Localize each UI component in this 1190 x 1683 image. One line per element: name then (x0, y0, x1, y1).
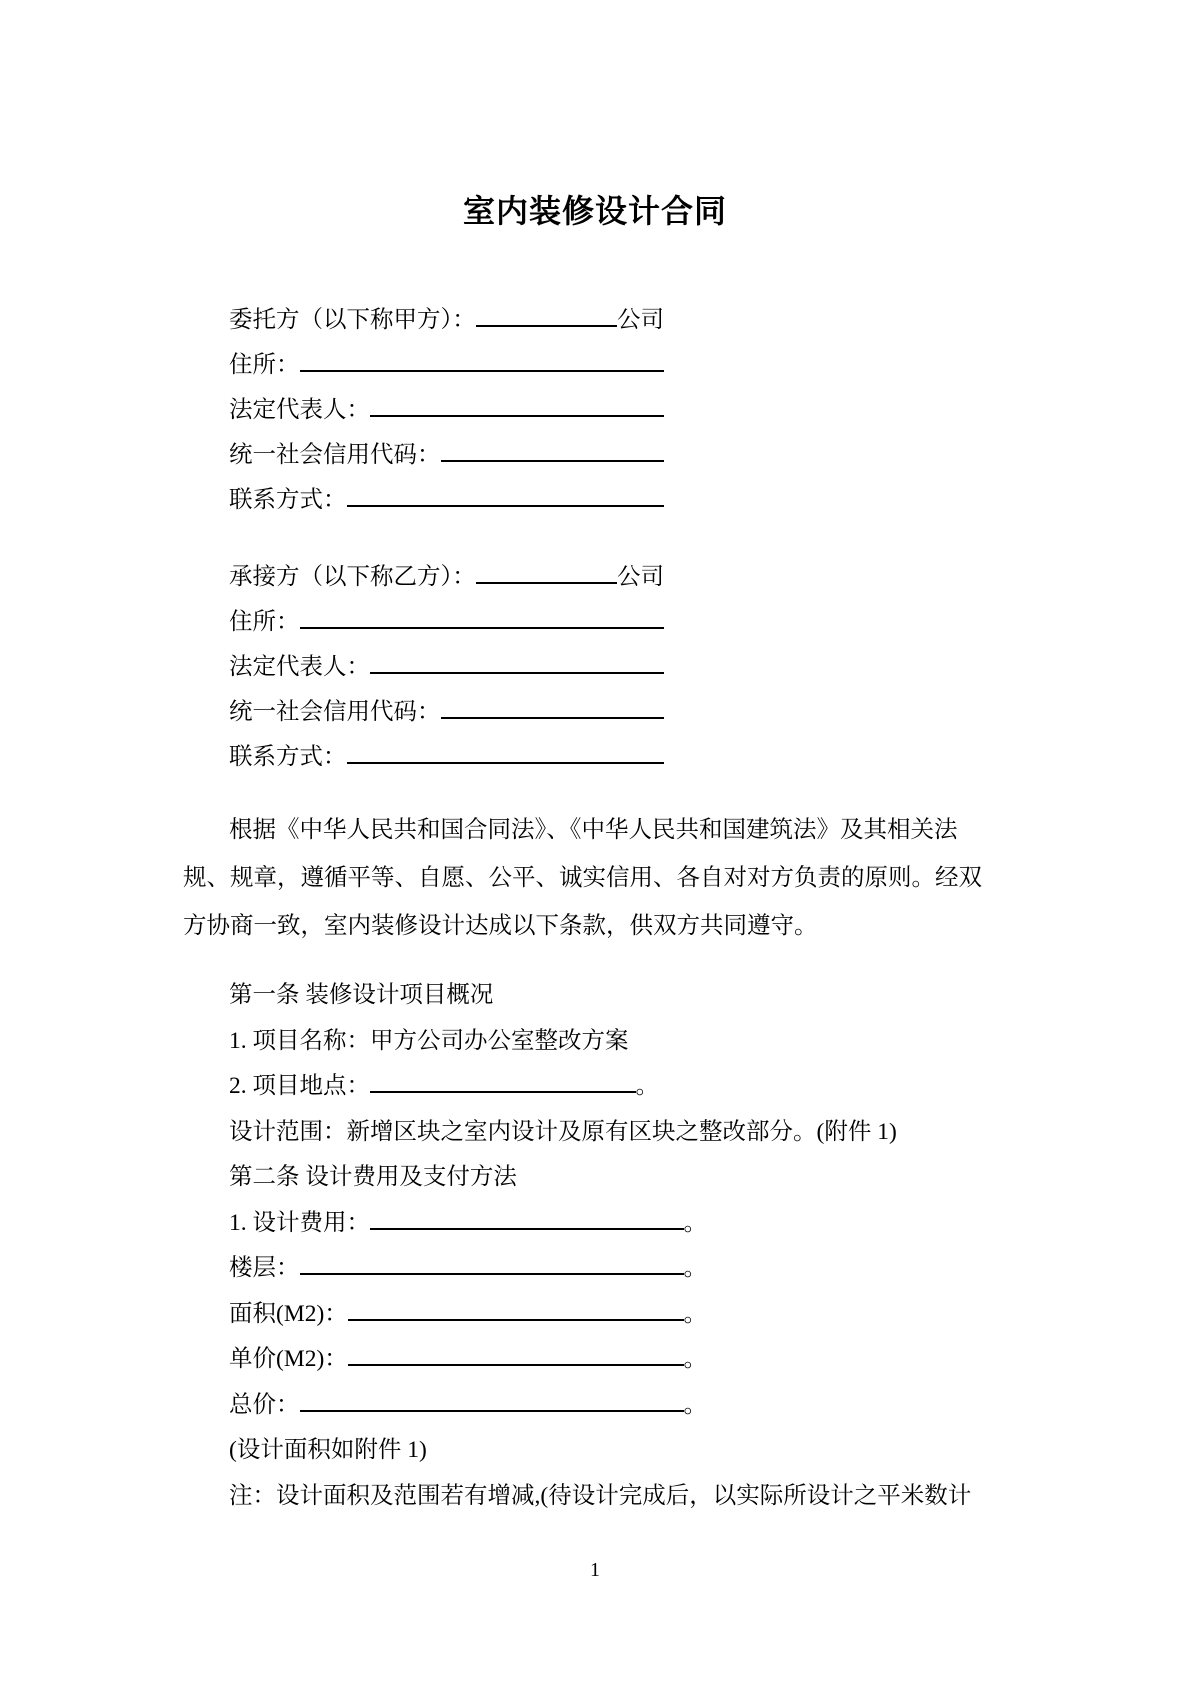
party-b-section (183, 555, 1007, 780)
floor-blank-field (300, 1273, 684, 1275)
clause-2-heading: 第二条 设计费用及支付方法 (229, 1164, 517, 1190)
party-a-credit-code-blank-field (441, 460, 665, 462)
party-a-address-line (229, 343, 664, 388)
area-label: 面积(M2)： (229, 1300, 348, 1327)
design-fee-label: 1. 设计费用： (229, 1209, 370, 1236)
project-location-label: 2. 项目地点： (229, 1073, 370, 1099)
total-price-line (229, 1383, 707, 1429)
preamble-line-2: 规、规章，遵循平等、自愿、公平、诚实信用、各自对对方负责的原则。经双 (183, 865, 982, 891)
party-a-legal-rep-label: 法定代表人： (229, 397, 370, 423)
note-line: 注：设计面积及范围若有增减,(待设计完成后，以实际所设计之平米数计 (229, 1482, 972, 1509)
party-a-name-line (229, 298, 664, 343)
party-b-credit-code-line (229, 690, 664, 735)
party-b-name-suffix: 公司 (617, 564, 664, 590)
party-b-contact-line (229, 735, 664, 780)
party-b-contact-blank-field (347, 762, 665, 764)
preamble-paragraph (183, 806, 1007, 950)
party-a-name-label: 委托方（以下称甲方）： (229, 307, 476, 333)
preamble-line-1: 根据《中华人民共和国合同法》、《中华人民共和国建筑法》及其相关法 (229, 817, 958, 843)
clauses-section (183, 973, 1007, 1519)
party-b-legal-rep-line (229, 645, 664, 690)
floor-label: 楼层： (229, 1255, 300, 1281)
party-b-address-line (229, 600, 664, 645)
party-b-name-blank-field (476, 582, 617, 584)
party-a-credit-code-label: 统一社会信用代码： (229, 442, 441, 468)
document-title: 室内装修设计合同 (462, 193, 727, 229)
unit-price-label: 单价(M2)： (229, 1346, 348, 1372)
party-a-address-label: 住所： (229, 352, 300, 378)
party-b-name-line (229, 555, 664, 600)
party-b-credit-code-blank-field (441, 717, 665, 719)
party-a-credit-code-line (229, 433, 664, 478)
party-a-address-blank-field (300, 370, 665, 372)
design-fee-blank-field (370, 1228, 684, 1230)
area-attachment-note: (设计面积如附件 1) (229, 1437, 427, 1463)
area-line (229, 1292, 707, 1338)
project-location-blank-field (370, 1091, 636, 1093)
total-price-period: 。 (683, 1391, 707, 1418)
party-b-contact-label: 联系方式： (229, 744, 347, 770)
floor-line (229, 1246, 707, 1292)
page-number: 1 (590, 1559, 600, 1581)
clause-1-design-scope: 设计范围：新增区块之室内设计及原有区块之整改部分。(附件 1) (229, 1118, 897, 1145)
party-b-address-blank-field (300, 627, 665, 629)
party-a-contact-line (229, 478, 664, 523)
party-a-name-blank-field (476, 325, 617, 327)
clause-1-heading: 第一条 装修设计项目概况 (229, 982, 494, 1008)
clause-1-project-location-line (229, 1064, 659, 1110)
area-blank-field (348, 1319, 684, 1321)
total-price-label: 总价： (229, 1391, 300, 1418)
party-a-contact-label: 联系方式： (229, 487, 347, 513)
party-b-legal-rep-blank-field (370, 672, 664, 674)
party-a-name-suffix: 公司 (617, 307, 664, 333)
party-a-legal-rep-blank-field (370, 415, 664, 417)
floor-period: 。 (683, 1255, 707, 1281)
party-b-address-label: 住所： (229, 609, 300, 635)
design-fee-period: 。 (683, 1209, 707, 1236)
party-b-legal-rep-label: 法定代表人： (229, 654, 370, 680)
party-a-legal-rep-line (229, 388, 664, 433)
party-a-section (183, 298, 1007, 523)
party-b-credit-code-label: 统一社会信用代码： (229, 699, 441, 725)
project-location-period: 。 (635, 1073, 659, 1099)
clause-1-project-name: 1. 项目名称：甲方公司办公室整改方案 (229, 1027, 629, 1054)
total-price-blank-field (300, 1410, 684, 1412)
unit-price-period: 。 (683, 1346, 707, 1372)
party-a-contact-blank-field (347, 505, 665, 507)
party-b-name-label: 承接方（以下称乙方）： (229, 564, 476, 590)
unit-price-blank-field (348, 1364, 684, 1366)
preamble-line-3: 方协商一致，室内装修设计达成以下条款，供双方共同遵守。 (183, 913, 818, 939)
document-content (183, 0, 1007, 1519)
design-fee-line (229, 1201, 707, 1247)
unit-price-line (229, 1337, 707, 1383)
area-period: 。 (683, 1300, 707, 1327)
